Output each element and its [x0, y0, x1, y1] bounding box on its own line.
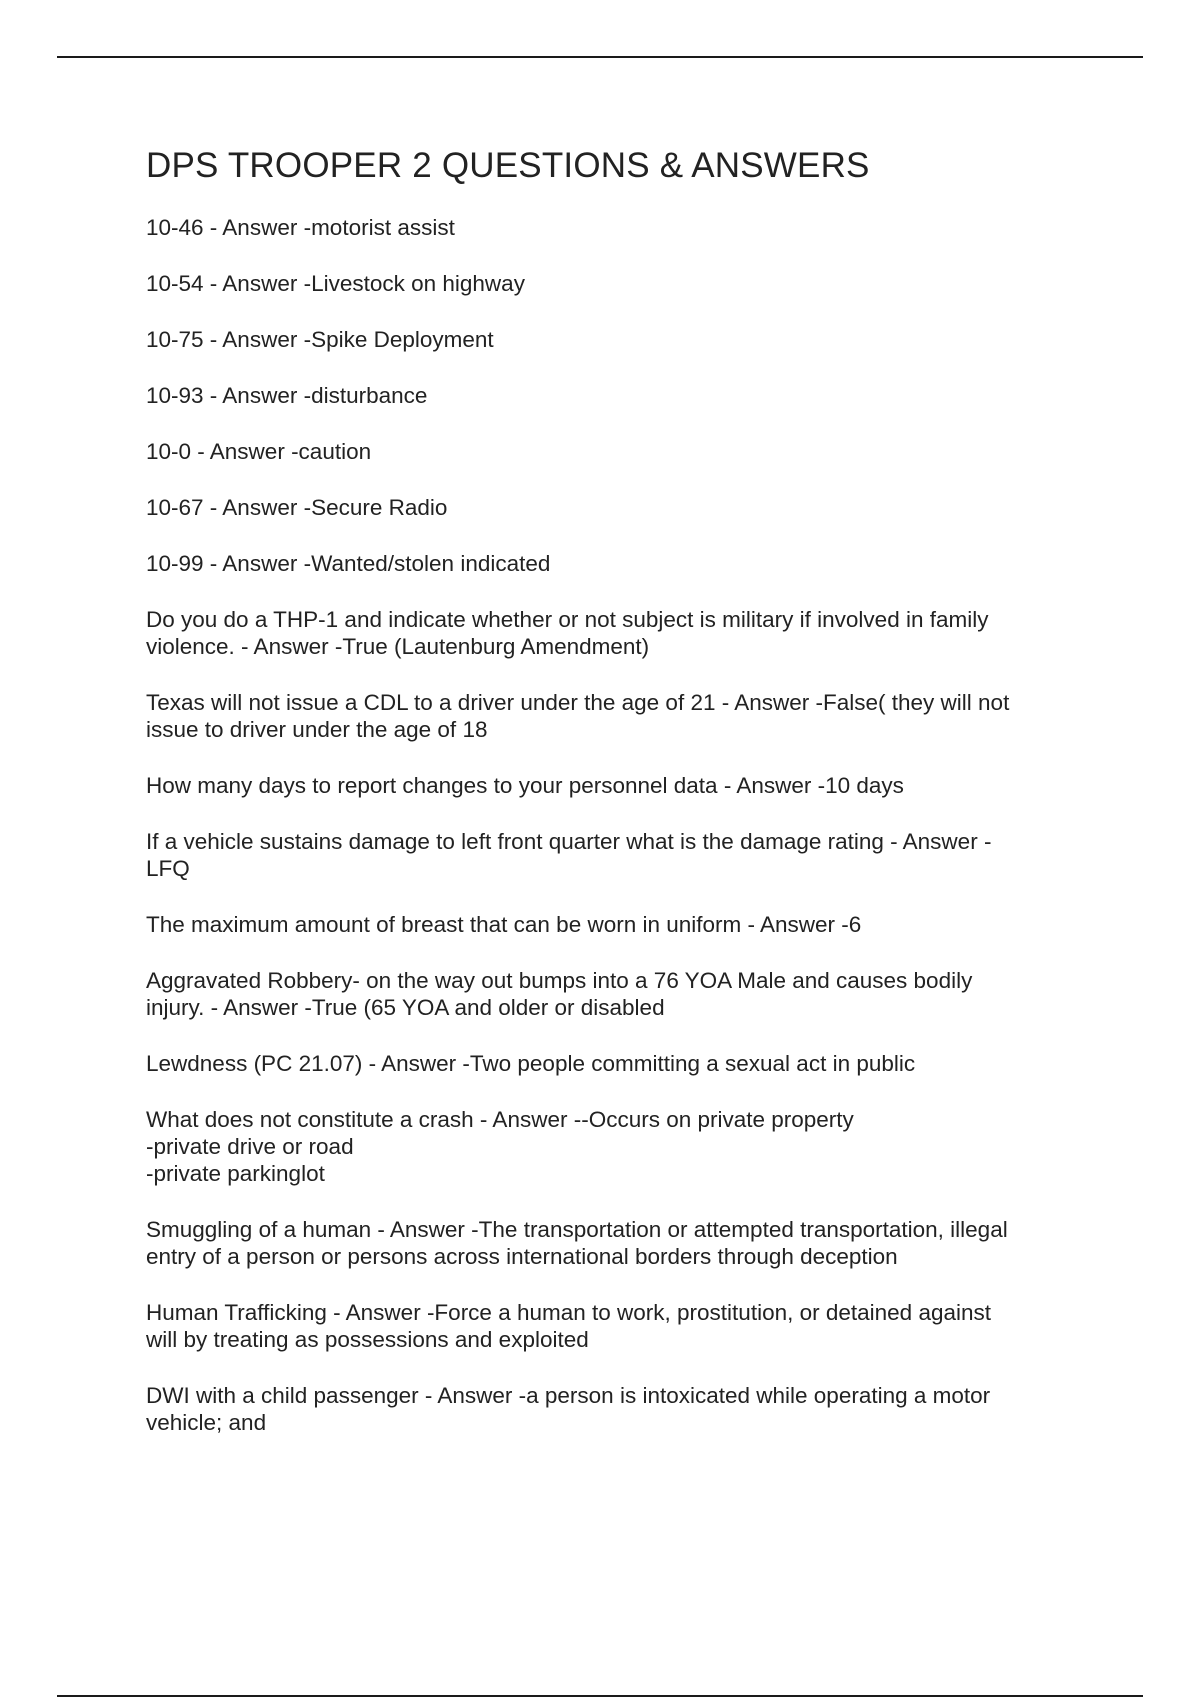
qa-item: How many days to report changes to your personnel data - Answer -10 days [146, 773, 904, 798]
qa-item: Aggravated Robbery- on the way out bumps into a 76 YOA Male and causes bodily injury. - Answer -True (65 YOA and older or disabled [146, 968, 973, 1020]
qa-item: 10-46 - Answer -motorist assist [146, 215, 455, 240]
qa-item: 10-67 - Answer -Secure Radio [146, 495, 448, 520]
qa-list [146, 214, 1106, 1436]
qa-item: 10-0 - Answer -caution [146, 439, 372, 464]
qa-item: Texas will not issue a CDL to a driver under the age of 21 - Answer -False( they will not issue to driver under the age of 18 [146, 690, 1010, 742]
document-title: DPS TROOPER 2 QUESTIONS & ANSWERS [146, 146, 870, 185]
qa-item: The maximum amount of breast that can be worn in uniform - Answer -6 [146, 912, 862, 937]
qa-item: 10-75 - Answer -Spike Deployment [146, 327, 494, 352]
top-divider [57, 56, 1143, 58]
qa-item: Do you do a THP-1 and indicate whether or not subject is military if involved in family violence. - Answer -True (Lautenburg Amendment) [146, 607, 989, 659]
bottom-divider [57, 1695, 1143, 1697]
qa-item: Smuggling of a human - Answer -The transportation or attempted transportation, illegal entry of a person or persons across international borders through deception [146, 1217, 1008, 1269]
qa-item: If a vehicle sustains damage to left front quarter what is the damage rating - Answer - LFQ [146, 829, 992, 881]
qa-item: Human Trafficking - Answer -Force a human to work, prostitution, or detained against will by treating as possessions and exploited [146, 1300, 991, 1352]
qa-item: 10-93 - Answer -disturbance [146, 383, 428, 408]
qa-item: 10-54 - Answer -Livestock on highway [146, 271, 525, 296]
qa-item: What does not constitute a crash - Answer --Occurs on private property -private drive or road -private parkinglot [146, 1107, 854, 1186]
qa-item: 10-99 - Answer -Wanted/stolen indicated [146, 551, 551, 576]
qa-item: Lewdness (PC 21.07) - Answer -Two people committing a sexual act in public [146, 1051, 916, 1076]
qa-item: DWI with a child passenger - Answer -a person is intoxicated while operating a motor vehicle; and [146, 1383, 991, 1435]
document-body [146, 142, 1106, 1465]
